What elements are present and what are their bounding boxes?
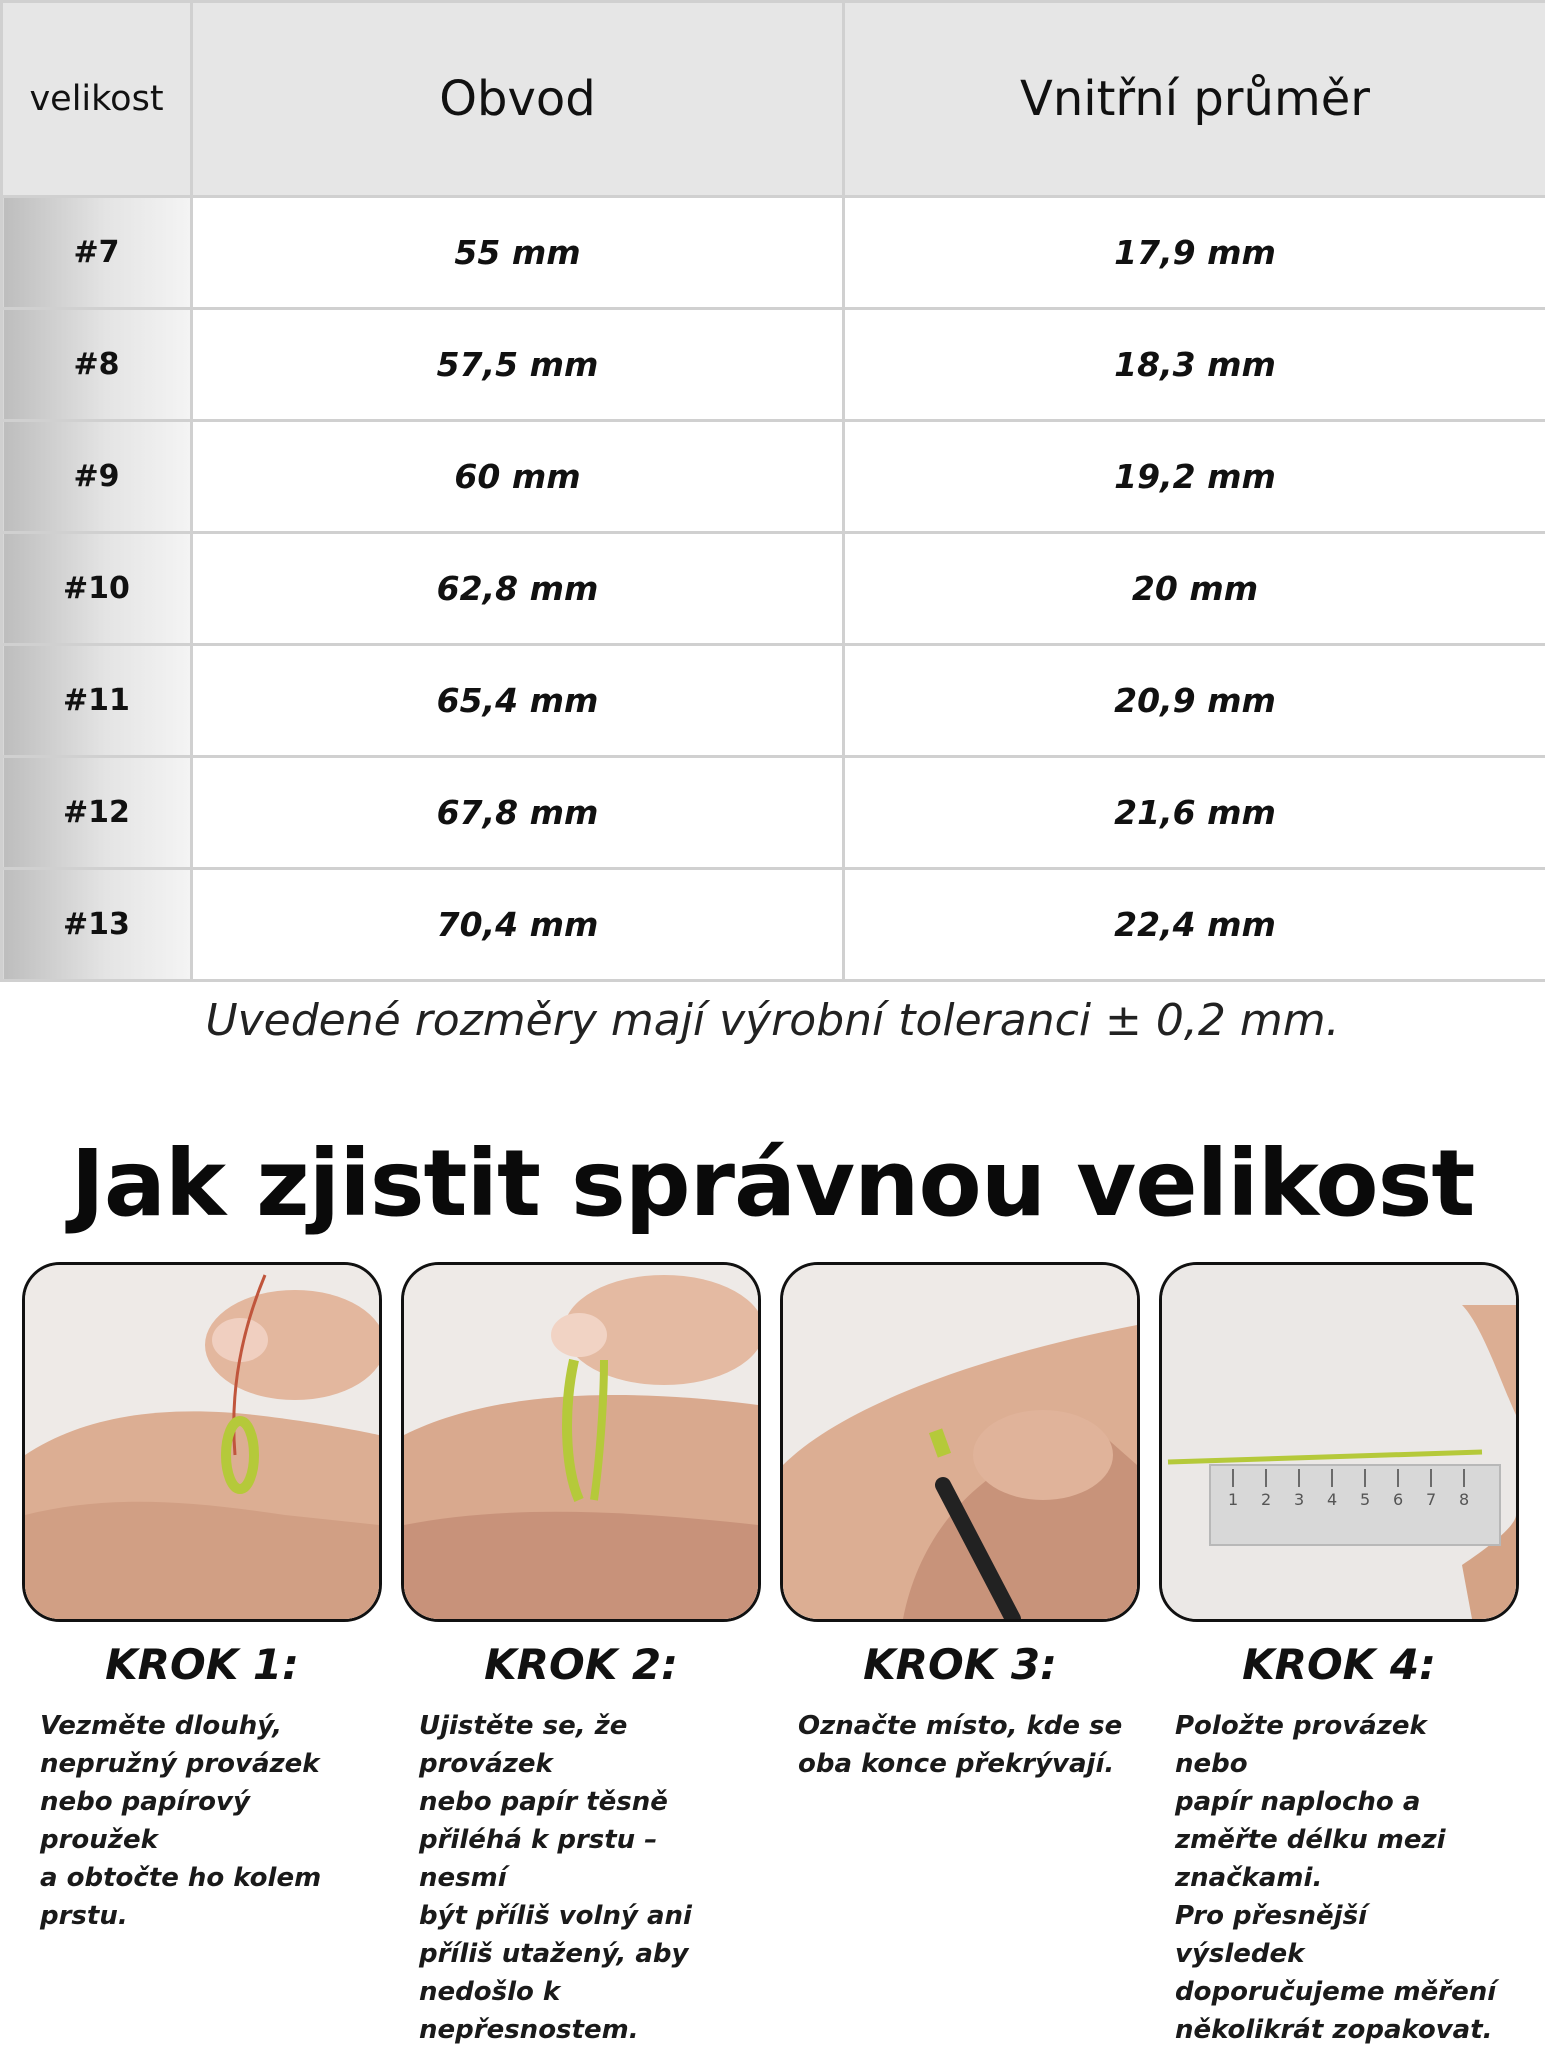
table-row [2,533,1545,645]
step-4-title: KROK 4: [1159,1640,1519,1689]
step-3-title: KROK 3: [780,1640,1140,1689]
ruler-tick-label: 2 [1261,1490,1271,1509]
table-row [2,869,1545,981]
step-3-text: Označte místo, kde se oba konce překrývají. [798,1707,1128,1783]
step-3 [780,1262,1140,1622]
inner-diameter-cell: 20 mm [844,533,1545,645]
step-4 [1159,1262,1519,1622]
inner-diameter-cell: 20,9 mm [844,645,1545,757]
circumference-cell: 57,5 mm [192,309,844,421]
table-row [2,309,1545,421]
ruler-tick-label: 4 [1327,1490,1337,1509]
ruler-tick-label: 5 [1360,1490,1370,1509]
ruler-tick-label: 3 [1294,1490,1304,1509]
step-4-photo [1159,1262,1519,1622]
circumference-cell: 65,4 mm [192,645,844,757]
size-cell: #13 [2,869,192,981]
inner-diameter-cell: 17,9 mm [844,197,1545,309]
step-2-photo [401,1262,761,1622]
step-2 [401,1262,761,1622]
table-row [2,197,1545,309]
step-2-text: Ujistěte se, že provázek nebo papír těsně přiléhá k prstu – nesmí být příliš volný ani příliš utažený, aby nedošlo k nepřesnostem. [419,1707,749,2049]
step-1-title: KROK 1: [22,1640,382,1689]
string-fitting-finger-illustration [404,1265,758,1619]
ruler-tick-label: 8 [1459,1490,1469,1509]
inner-diameter-cell: 21,6 mm [844,757,1545,869]
circumference-cell: 60 mm [192,421,844,533]
table-row [2,645,1545,757]
size-cell: #10 [2,533,192,645]
circumference-cell: 62,8 mm [192,533,844,645]
inner-diameter-cell: 19,2 mm [844,421,1545,533]
step-1 [22,1262,382,1622]
step-4-text: Položte provázek nebo papír naplocho a změřte délku mezi značkami. Pro přesnější výsledek doporučujeme měření několikrát zopakovat. [1175,1707,1505,2049]
step-1-photo [22,1262,382,1622]
table-header-row [2,2,1545,197]
ruler-measuring-illustration [1162,1265,1516,1619]
inner-diameter-cell: 18,3 mm [844,309,1545,421]
table-row [2,757,1545,869]
tolerance-note: Uvedené rozměry mají výrobní toleranci ± 0,2 mm. [0,995,1545,1046]
table-row [2,421,1545,533]
step-3-photo [780,1262,1140,1622]
size-cell: #11 [2,645,192,757]
ruler-tick-label: 1 [1228,1490,1238,1509]
size-cell: #7 [2,197,192,309]
header-inner-diameter: Vnitřní průměr [844,2,1545,197]
header-size: velikost [2,2,192,197]
ruler-tick-label: 7 [1426,1490,1436,1509]
hand-wrapping-string-illustration [25,1265,379,1619]
circumference-cell: 55 mm [192,197,844,309]
circumference-cell: 67,8 mm [192,757,844,869]
guide-title: Jak zjistit správnou velikost [0,1130,1545,1237]
ruler-tick-label: 6 [1393,1490,1403,1509]
size-cell: #8 [2,309,192,421]
size-table [0,0,1545,982]
step-1-text: Vezměte dlouhý, nepružný provázek nebo papírový proužek a obtočte ho kolem prstu. [40,1707,370,1935]
header-circumference: Obvod [192,2,844,197]
marking-string-illustration [783,1265,1137,1619]
step-2-title: KROK 2: [401,1640,761,1689]
size-cell: #12 [2,757,192,869]
inner-diameter-cell: 22,4 mm [844,869,1545,981]
circumference-cell: 70,4 mm [192,869,844,981]
size-cell: #9 [2,421,192,533]
